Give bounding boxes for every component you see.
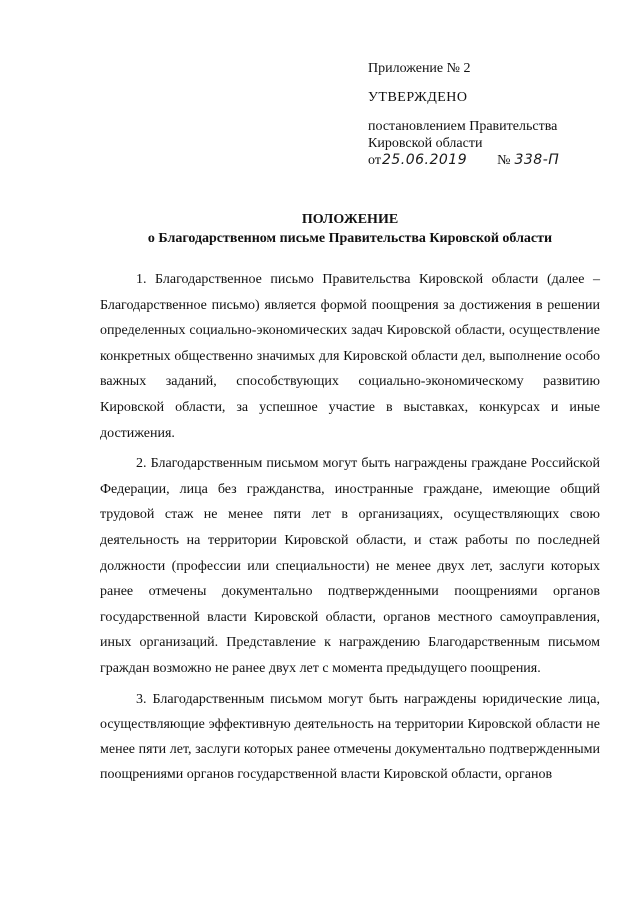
- title-line-1: ПОЛОЖЕНИЕ: [301, 212, 399, 227]
- decree-date-number-line: [368, 152, 628, 169]
- approved-label: УТВЕРЖДЕНО: [368, 90, 468, 105]
- decree-line-2: Кировской области: [368, 136, 483, 151]
- decree-line-1: постановлением Правительства: [368, 119, 558, 134]
- document-body: [100, 267, 600, 792]
- number-prefix: №: [497, 153, 511, 168]
- appendix-label: Приложение № 2: [368, 61, 471, 76]
- decree-date: 25.06.2019: [381, 152, 468, 168]
- decree-reference: [368, 118, 628, 169]
- date-prefix: от: [368, 153, 381, 168]
- approval-block: [368, 60, 628, 169]
- paragraph-1: 1. Благодарственное письмо Правительства Кировской области (далее – Благодарственное письмо) является формой поощрения за достижения в решении определенных социально-экономических задач Кировской области, осуществление конкретных общественно значимых для Кировской области дел, выполнение особо важных заданий, способствующих социально-экономическому развитию Кировской области, за успешное участие в выставках, конкурсах и иные достижения.: [100, 272, 600, 441]
- title-line-2: о Благодарственном письме Правительства Кировской области: [147, 231, 553, 246]
- decree-number: 338-П: [514, 152, 560, 168]
- document-title: [100, 210, 600, 248]
- paragraph-2: 2. Благодарственным письмом могут быть награждены граждане Российской Федерации, лица без гражданства, иностранные граждане, имеющие общий трудовой стаж не менее пяти лет в организациях, осуществляющих свою деятельность на территории Кировской области, и стаж работы по последней должности (профессии или специальности) не менее двух лет, заслуги которых ранее отмечены документально подтвержденными поощрениями органов государственной власти Кировской области, органов местного самоуправления, иных организаций. Представление к награждению Благодарственным письмом граждан возможно не ранее двух лет с момента предыдущего поощрения.: [100, 456, 600, 676]
- paragraph-3: 3. Благодарственным письмом могут быть награждены юридические лица, осуществляющие эффективную деятельность на территории Кировской области не менее пяти лет, заслуги которых ранее отмечены документально подтвержденными поощрениями органов государственной власти Кировской области, органов: [100, 691, 600, 782]
